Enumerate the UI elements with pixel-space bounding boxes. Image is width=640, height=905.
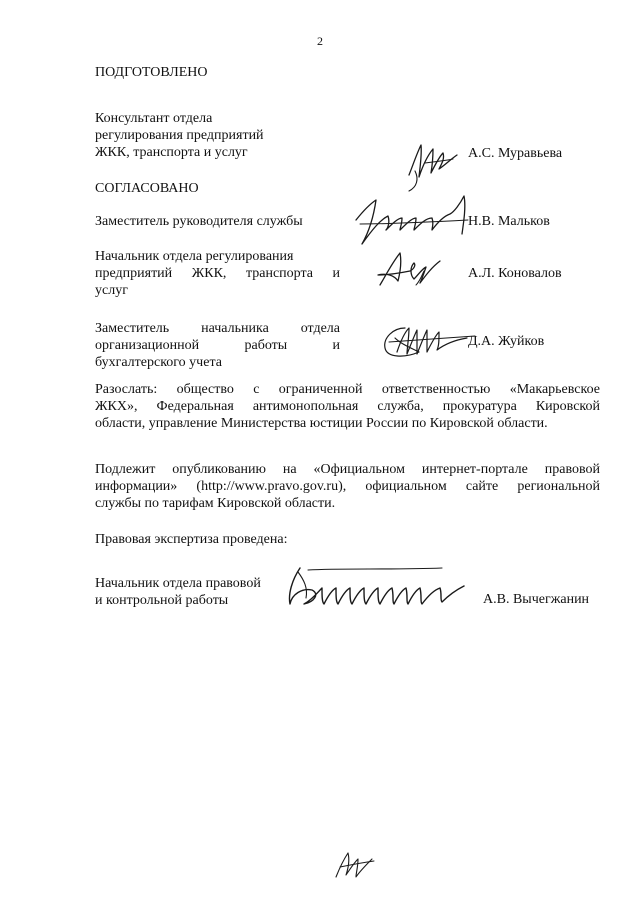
position-line: Начальник отдела правовой	[95, 576, 261, 591]
legal-review-name: А.В. Вычегжанин	[483, 592, 590, 607]
agreed-name-1: Н.В. Мальков	[468, 214, 550, 229]
page-number: 2	[317, 34, 323, 48]
position-line: ЖКК, транспорта и услуг	[95, 145, 248, 160]
position-line: регулирования предприятий	[95, 128, 264, 143]
paragraph-line: информации» (http://www.pravo.gov.ru), официальном сайте региональной	[95, 479, 600, 494]
prepared-name: А.С. Муравьева	[468, 146, 563, 161]
position-line: предприятий ЖКК, транспорта и	[95, 266, 340, 281]
signature-muravyeva	[395, 135, 465, 195]
position-line: Консультант отдела	[95, 111, 213, 126]
signature-malkov	[350, 190, 475, 250]
agreed-name-2: А.Л. Коновалов	[468, 266, 562, 281]
agreed-position-1	[95, 213, 303, 230]
signature-vychegzhanin	[282, 560, 472, 620]
agreed-name-3: Д.А. Жуйков	[468, 334, 545, 349]
initials-stamp	[330, 845, 380, 885]
paragraph-line: ЖКХ», Федеральная антимонопольная служба, прокуратура Кировской	[95, 399, 600, 414]
position-line: организационной работы и	[95, 338, 340, 353]
legal-review-text: Правовая экспертиза проведена:	[95, 532, 288, 547]
paragraph-line: Разослать: общество с ограниченной ответственностью «Макарьевское	[95, 382, 600, 397]
agreed-heading: СОГЛАСОВАНО	[95, 181, 199, 196]
position-line: Заместитель начальника отдела	[95, 321, 340, 336]
prepared-heading: ПОДГОТОВЛЕНО	[95, 65, 208, 80]
agreed-position-3	[95, 320, 340, 371]
position-line: услуг	[95, 283, 128, 298]
distribution-paragraph	[95, 381, 600, 432]
prepared-position	[95, 110, 264, 161]
paragraph-line: службы по тарифам Кировской области.	[95, 496, 336, 511]
position-line: Заместитель руководителя службы	[95, 214, 303, 229]
position-line: и контрольной работы	[95, 593, 229, 608]
legal-review-position	[95, 575, 261, 609]
signature-zhuykov	[375, 318, 480, 366]
agreed-position-2	[95, 248, 340, 299]
paragraph-line: области, управление Министерства юстиции России по Кировской области.	[95, 416, 548, 431]
position-line: бухгалтерского учета	[95, 355, 222, 370]
publication-paragraph	[95, 461, 600, 512]
position-line: Начальник отдела регулирования	[95, 249, 294, 264]
signature-konovalov	[370, 245, 450, 295]
paragraph-line: Подлежит опубликованию на «Официальном интернет-портале правовой	[95, 462, 600, 477]
